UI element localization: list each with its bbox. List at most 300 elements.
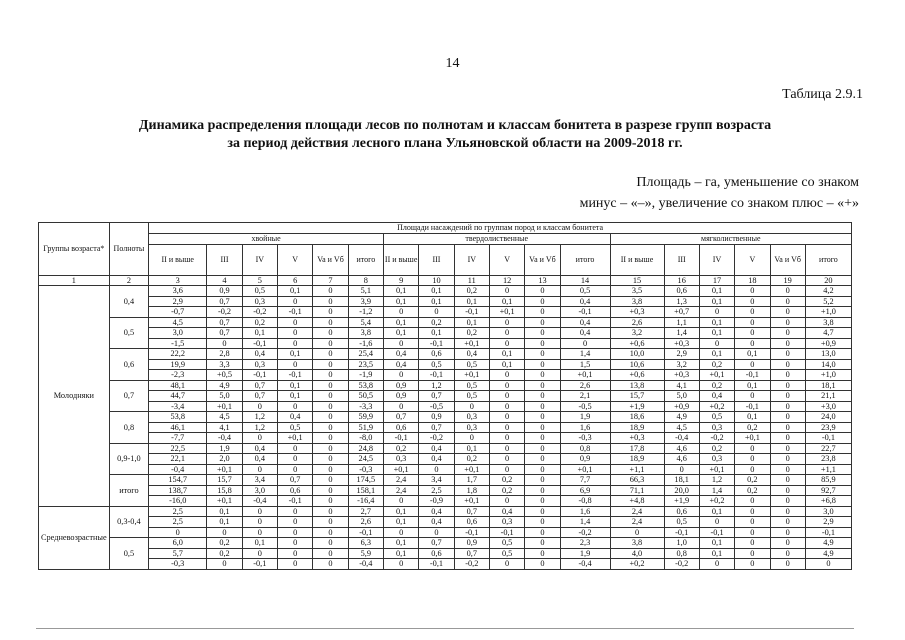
age-group-header: Группы возраста*: [39, 223, 110, 276]
value-cell: 5,2: [805, 296, 851, 307]
value-cell: +0,1: [560, 464, 610, 475]
value-cell: +0,2: [699, 401, 734, 412]
value-cell: 0: [278, 527, 313, 538]
value-cell: 0: [735, 506, 770, 517]
value-cell: 0: [313, 296, 348, 307]
value-cell: -2,3: [149, 370, 207, 381]
value-cell: 0,1: [278, 380, 313, 391]
value-cell: 0: [525, 454, 560, 465]
title-line-2: за период действия лесного плана Ульяновской области на 2009-2018 гг.: [227, 136, 683, 151]
value-cell: 0: [383, 496, 418, 507]
subheader-coniferous-2: IV: [242, 244, 277, 275]
value-cell: -0,2: [454, 559, 489, 570]
value-cell: -0,3: [149, 559, 207, 570]
value-cell: 22,1: [149, 454, 207, 465]
value-cell: 0: [278, 454, 313, 465]
density-cell: 0,6: [109, 349, 148, 381]
value-cell: 0: [313, 359, 348, 370]
value-cell: 0: [664, 464, 699, 475]
value-cell: 0,4: [383, 349, 418, 360]
value-cell: 0,5: [419, 359, 454, 370]
value-cell: 0: [489, 380, 524, 391]
value-cell: 0: [489, 433, 524, 444]
value-cell: 0: [242, 548, 277, 559]
value-cell: 0,4: [489, 506, 524, 517]
value-cell: 0: [735, 286, 770, 297]
table-row: [39, 307, 852, 318]
column-number: 19: [770, 275, 805, 286]
value-cell: 0: [525, 380, 560, 391]
value-cell: +0,6: [610, 338, 664, 349]
value-cell: +1,1: [805, 464, 851, 475]
subheader-softwood-5: итого: [805, 244, 851, 275]
value-cell: 4,1: [664, 380, 699, 391]
value-cell: +0,1: [207, 401, 242, 412]
value-cell: 0: [313, 538, 348, 549]
value-cell: 0,2: [207, 548, 242, 559]
value-cell: 2,5: [149, 506, 207, 517]
value-cell: 0,1: [699, 548, 734, 559]
value-cell: +0,1: [735, 433, 770, 444]
column-number: 11: [454, 275, 489, 286]
value-cell: 4,7: [805, 328, 851, 339]
value-cell: 4,5: [149, 317, 207, 328]
value-cell: 0,1: [242, 538, 277, 549]
age-group-cell: Молодняки: [39, 286, 110, 507]
value-cell: 53,8: [149, 412, 207, 423]
value-cell: 0,1: [699, 328, 734, 339]
value-cell: -0,1: [489, 527, 524, 538]
value-cell: 0: [735, 307, 770, 318]
value-cell: +4,8: [610, 496, 664, 507]
value-cell: +0,1: [454, 464, 489, 475]
value-cell: 21,1: [805, 391, 851, 402]
density-cell: 0,7: [109, 380, 148, 412]
value-cell: -0,1: [735, 401, 770, 412]
value-cell: -0,3: [348, 464, 383, 475]
table-row: [39, 527, 852, 538]
value-cell: 0,7: [454, 548, 489, 559]
density-cell: итого: [109, 475, 148, 507]
value-cell: 15,7: [610, 391, 664, 402]
value-cell: 0: [419, 527, 454, 538]
value-cell: 0: [313, 433, 348, 444]
value-cell: 0: [525, 401, 560, 412]
value-cell: +0,7: [664, 307, 699, 318]
value-cell: 4,0: [610, 548, 664, 559]
value-cell: -0,5: [419, 401, 454, 412]
value-cell: 23,9: [805, 422, 851, 433]
value-cell: 3,8: [610, 296, 664, 307]
value-cell: +1,1: [610, 464, 664, 475]
value-cell: 0: [610, 527, 664, 538]
value-cell: 0: [207, 338, 242, 349]
table-row: [39, 517, 852, 528]
value-cell: 0: [770, 506, 805, 517]
value-cell: 0,6: [419, 349, 454, 360]
subheader-hardwood-3: V: [489, 244, 524, 275]
value-cell: 0: [525, 412, 560, 423]
value-cell: +0,9: [805, 338, 851, 349]
value-cell: 0,2: [454, 328, 489, 339]
value-cell: 0,5: [699, 412, 734, 423]
density-cell: 0,8: [109, 412, 148, 444]
value-cell: 24,8: [348, 443, 383, 454]
value-cell: -16,0: [149, 496, 207, 507]
value-cell: 0,2: [383, 443, 418, 454]
value-cell: 0: [489, 401, 524, 412]
value-cell: 0,1: [454, 443, 489, 454]
value-cell: 0: [735, 559, 770, 570]
value-cell: 0: [525, 391, 560, 402]
value-cell: 0: [525, 370, 560, 381]
value-cell: +0,1: [207, 464, 242, 475]
value-cell: 0,8: [560, 443, 610, 454]
subheader-hardwood-4: Va и Vб: [525, 244, 560, 275]
table-row: [39, 391, 852, 402]
value-cell: 0: [770, 412, 805, 423]
density-cell: 0,4: [109, 286, 148, 318]
subheader-coniferous-4: Va и Vб: [313, 244, 348, 275]
value-cell: 0: [770, 359, 805, 370]
value-cell: 0: [242, 517, 277, 528]
value-cell: 0,1: [419, 328, 454, 339]
value-cell: 85,9: [805, 475, 851, 486]
value-cell: 0,6: [419, 548, 454, 559]
value-cell: 0: [313, 559, 348, 570]
value-cell: 0: [525, 433, 560, 444]
value-cell: 0,4: [278, 412, 313, 423]
value-cell: 0,3: [242, 296, 277, 307]
value-cell: 0,5: [560, 286, 610, 297]
value-cell: 2,6: [560, 380, 610, 391]
value-cell: 0,7: [419, 538, 454, 549]
column-number: 8: [348, 275, 383, 286]
value-cell: 2,3: [560, 538, 610, 549]
table-row: [39, 538, 852, 549]
value-cell: 6,3: [348, 538, 383, 549]
value-cell: +0,3: [664, 338, 699, 349]
column-number: 18: [735, 275, 770, 286]
value-cell: 0: [735, 359, 770, 370]
value-cell: +0,1: [454, 496, 489, 507]
value-cell: 0: [383, 401, 418, 412]
subheader-hardwood-1: III: [419, 244, 454, 275]
value-cell: 1,0: [664, 538, 699, 549]
value-cell: 0: [313, 454, 348, 465]
value-cell: 174,5: [348, 475, 383, 486]
value-cell: 15,7: [207, 475, 242, 486]
value-cell: 44,7: [149, 391, 207, 402]
value-cell: 1,4: [560, 517, 610, 528]
table-row: [39, 349, 852, 360]
subheader-softwood-0: II и выше: [610, 244, 664, 275]
value-cell: 3,2: [664, 359, 699, 370]
value-cell: +0,2: [610, 559, 664, 570]
value-cell: 0,9: [560, 454, 610, 465]
value-cell: 1,8: [454, 485, 489, 496]
value-cell: 0: [699, 559, 734, 570]
column-number: 13: [525, 275, 560, 286]
value-cell: 0,1: [699, 286, 734, 297]
value-cell: 0: [735, 338, 770, 349]
value-cell: 51,9: [348, 422, 383, 433]
units-note: [580, 172, 859, 214]
value-cell: 1,4: [560, 349, 610, 360]
age-group-cell: Средневозрастные: [39, 506, 110, 569]
value-cell: 1,4: [699, 485, 734, 496]
value-cell: 0: [525, 296, 560, 307]
value-cell: 0,7: [419, 391, 454, 402]
value-cell: -0,1: [242, 370, 277, 381]
value-cell: 2,1: [560, 391, 610, 402]
value-cell: 0,7: [454, 506, 489, 517]
value-cell: 0: [735, 548, 770, 559]
value-cell: 0,4: [242, 443, 277, 454]
value-cell: 4,2: [805, 286, 851, 297]
value-cell: +0,6: [610, 370, 664, 381]
value-cell: -0,1: [805, 527, 851, 538]
value-cell: 0,2: [207, 538, 242, 549]
value-cell: 154,7: [149, 475, 207, 486]
value-cell: 0: [770, 349, 805, 360]
value-cell: 0,2: [735, 422, 770, 433]
value-cell: 0,9: [419, 412, 454, 423]
value-cell: 3,8: [805, 317, 851, 328]
value-cell: 0: [454, 401, 489, 412]
title-line-1: Динамика распределения площади лесов по полнотам и классам бонитета в разрезе групп возраста: [138, 118, 772, 133]
subheader-hardwood-0: II и выше: [383, 244, 418, 275]
value-cell: 1,2: [242, 412, 277, 423]
value-cell: 3,5: [610, 286, 664, 297]
value-cell: 22,7: [805, 443, 851, 454]
value-cell: 5,4: [348, 317, 383, 328]
value-cell: 0: [770, 317, 805, 328]
subheader-softwood-1: III: [664, 244, 699, 275]
value-cell: 0,5: [454, 380, 489, 391]
value-cell: 0,2: [242, 317, 277, 328]
value-cell: 0,7: [419, 422, 454, 433]
value-cell: 2,6: [348, 517, 383, 528]
value-cell: 0: [489, 412, 524, 423]
value-cell: 0: [770, 443, 805, 454]
value-cell: 24,5: [348, 454, 383, 465]
value-cell: 4,5: [207, 412, 242, 423]
value-cell: 0,4: [419, 506, 454, 517]
value-cell: 0,1: [735, 380, 770, 391]
value-cell: 0,4: [699, 391, 734, 402]
value-cell: -0,1: [278, 370, 313, 381]
value-cell: 5,0: [207, 391, 242, 402]
value-cell: -0,1: [454, 527, 489, 538]
table-label: Таблица 2.9.1: [782, 87, 863, 102]
value-cell: 0,4: [419, 443, 454, 454]
value-cell: 4,5: [664, 422, 699, 433]
value-cell: 1,1: [664, 317, 699, 328]
value-cell: 0,4: [419, 517, 454, 528]
value-cell: 0: [489, 286, 524, 297]
table-row: [39, 464, 852, 475]
table-row: [39, 475, 852, 486]
value-cell: -0,1: [699, 527, 734, 538]
table-row: [39, 422, 852, 433]
value-cell: +0,2: [699, 496, 734, 507]
value-cell: 4,9: [805, 548, 851, 559]
value-cell: 0,5: [489, 538, 524, 549]
value-cell: 0: [313, 401, 348, 412]
column-number: 20: [805, 275, 851, 286]
table-row: [39, 548, 852, 559]
value-cell: 18,1: [805, 380, 851, 391]
value-cell: 92,7: [805, 485, 851, 496]
value-cell: 0: [525, 559, 560, 570]
value-cell: 0: [525, 506, 560, 517]
table-row: [39, 412, 852, 423]
value-cell: 0,1: [242, 328, 277, 339]
value-cell: 0: [419, 464, 454, 475]
value-cell: 0,5: [489, 548, 524, 559]
value-cell: 0,4: [383, 359, 418, 370]
value-cell: 0: [278, 359, 313, 370]
column-number: 1: [39, 275, 110, 286]
value-cell: 0: [770, 296, 805, 307]
value-cell: 10,0: [610, 349, 664, 360]
value-cell: 25,4: [348, 349, 383, 360]
value-cell: -0,9: [419, 496, 454, 507]
value-cell: -0,1: [419, 370, 454, 381]
data-table: [38, 222, 852, 570]
value-cell: 3,9: [348, 296, 383, 307]
value-cell: 0: [770, 464, 805, 475]
density-header: Полноты: [109, 223, 148, 276]
value-cell: 2,8: [207, 349, 242, 360]
value-cell: 0: [489, 454, 524, 465]
value-cell: 0,6: [383, 422, 418, 433]
column-number: 10: [419, 275, 454, 286]
value-cell: 10,6: [610, 359, 664, 370]
value-cell: -0,1: [454, 307, 489, 318]
value-cell: 0,1: [383, 517, 418, 528]
value-cell: 14,0: [805, 359, 851, 370]
value-cell: 0: [242, 527, 277, 538]
value-cell: 0,7: [242, 380, 277, 391]
value-cell: -1,6: [348, 338, 383, 349]
value-cell: 0: [313, 496, 348, 507]
value-cell: 0: [207, 527, 242, 538]
value-cell: 0,1: [278, 349, 313, 360]
value-cell: 0: [525, 422, 560, 433]
value-cell: 0: [770, 475, 805, 486]
value-cell: 0: [489, 464, 524, 475]
value-cell: 0: [278, 338, 313, 349]
value-cell: -8,0: [348, 433, 383, 444]
density-cell: 0,5: [109, 538, 148, 570]
value-cell: 22,2: [149, 349, 207, 360]
value-cell: 0,8: [664, 548, 699, 559]
value-cell: +3,0: [805, 401, 851, 412]
value-cell: -0,1: [242, 559, 277, 570]
value-cell: 19,9: [149, 359, 207, 370]
table-row: [39, 317, 852, 328]
value-cell: 18,9: [610, 454, 664, 465]
value-cell: 1,6: [560, 506, 610, 517]
value-cell: 0: [313, 328, 348, 339]
value-cell: +0,1: [699, 370, 734, 381]
value-cell: +0,3: [610, 307, 664, 318]
value-cell: 0,1: [383, 506, 418, 517]
value-cell: 0: [735, 391, 770, 402]
value-cell: 0: [525, 317, 560, 328]
value-cell: 0,1: [419, 296, 454, 307]
value-cell: 0,5: [454, 359, 489, 370]
value-cell: 1,4: [664, 328, 699, 339]
value-cell: 0,4: [242, 454, 277, 465]
value-cell: 0,2: [454, 454, 489, 465]
value-cell: 0,1: [207, 517, 242, 528]
value-cell: 0: [525, 286, 560, 297]
value-cell: 0,2: [699, 359, 734, 370]
value-cell: 0: [770, 391, 805, 402]
table-row: [39, 443, 852, 454]
value-cell: -3,4: [149, 401, 207, 412]
value-cell: 0: [383, 559, 418, 570]
value-cell: 0,9: [207, 286, 242, 297]
table-header: [39, 223, 852, 286]
table-row: [39, 328, 852, 339]
value-cell: 0,1: [383, 317, 418, 328]
value-cell: 0: [278, 517, 313, 528]
value-cell: 0,2: [489, 475, 524, 486]
value-cell: 0,6: [278, 485, 313, 496]
value-cell: 0,5: [242, 286, 277, 297]
value-cell: -0,2: [207, 307, 242, 318]
value-cell: 0: [489, 338, 524, 349]
value-cell: 0: [770, 559, 805, 570]
value-cell: 0,7: [278, 475, 313, 486]
value-cell: 53,8: [348, 380, 383, 391]
column-number: 7: [313, 275, 348, 286]
value-cell: 17,8: [610, 443, 664, 454]
value-cell: -0,1: [735, 370, 770, 381]
table-row: [39, 559, 852, 570]
value-cell: 0: [278, 538, 313, 549]
value-cell: +1,0: [805, 307, 851, 318]
value-cell: 23,8: [805, 454, 851, 465]
value-cell: 0: [278, 464, 313, 475]
value-cell: 0: [454, 433, 489, 444]
value-cell: 0: [735, 317, 770, 328]
value-cell: -1,9: [348, 370, 383, 381]
value-cell: 0: [770, 517, 805, 528]
value-cell: 0: [525, 475, 560, 486]
value-cell: 0: [313, 527, 348, 538]
value-cell: 0: [383, 527, 418, 538]
value-cell: 5,7: [149, 548, 207, 559]
value-cell: 0: [489, 370, 524, 381]
coniferous-group-header: хвойные: [149, 234, 384, 245]
value-cell: 0,2: [735, 475, 770, 486]
value-cell: 22,5: [149, 443, 207, 454]
value-cell: 0,1: [699, 317, 734, 328]
value-cell: -0,5: [560, 401, 610, 412]
value-cell: 0: [313, 464, 348, 475]
value-cell: 0: [525, 548, 560, 559]
value-cell: +0,1: [560, 370, 610, 381]
value-cell: 0: [242, 433, 277, 444]
value-cell: -0,4: [348, 559, 383, 570]
value-cell: 0,2: [735, 485, 770, 496]
value-cell: 0: [242, 506, 277, 517]
